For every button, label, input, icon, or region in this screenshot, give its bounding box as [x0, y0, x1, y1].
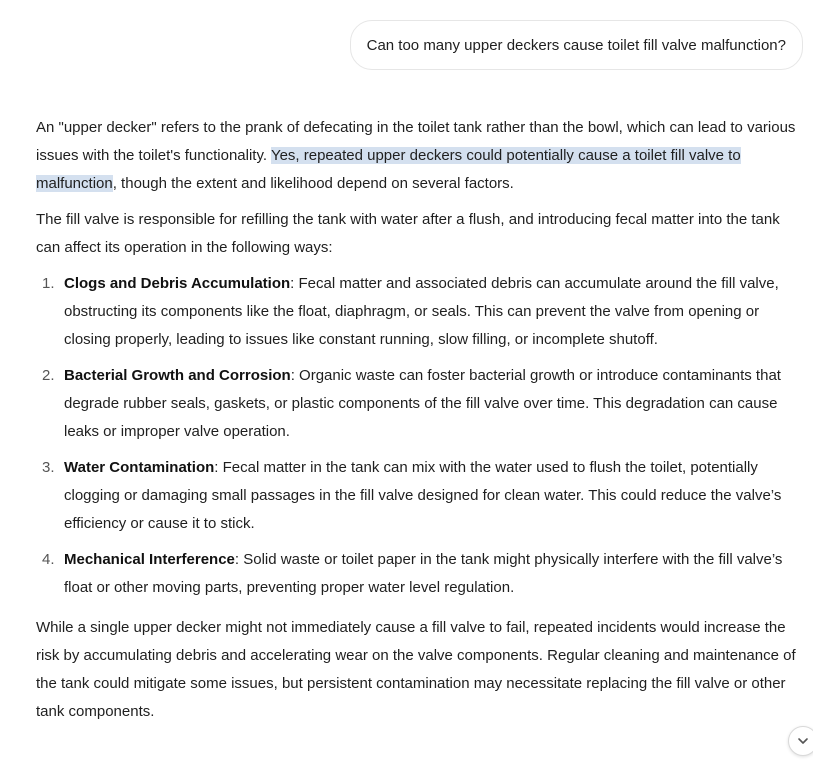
- user-message-text: Can too many upper deckers cause toilet fill valve malfunction?: [366, 36, 786, 54]
- list-item: [36, 454, 806, 538]
- list-item-text: : Organic waste can foster bacterial growth or introduce contaminants that degrade rubber seals, gaskets, or plastic components of the fill valve over time. This degradation can cause leaks or improper valve operation.: [64, 367, 781, 440]
- list-item-number: 4.: [42, 551, 55, 568]
- intro-text-end: , though the extent and likelihood depend on several factors.: [112, 175, 514, 192]
- list-item-text: : Solid waste or toilet paper in the tank might physically interfere with the fill valve’s float or other moving parts, preventing proper water level regulation.: [64, 551, 783, 596]
- list-item-number: 3.: [42, 459, 55, 476]
- causes-list: [36, 270, 806, 602]
- list-item-text: : Fecal matter and associated debris can accumulate around the fill valve, obstructing its components like the float, diaphragm, or seals. This can prevent the valve from opening or closing properly, leading to issues like constant running, slow filling, or incomplete shutoff.: [64, 275, 779, 348]
- lead-paragraph: The fill valve is responsible for refilling the tank with water after a flush, and introducing fecal matter into the tank can affect its operation in the following ways:: [36, 211, 780, 256]
- list-item-title: Water Contamination: [64, 459, 215, 476]
- intro-text: An "upper decker" refers to the prank of defecating in the toilet tank rather than the bowl, which can lead to various issues with the toilet's functionality.: [36, 119, 796, 164]
- list-item-title: Clogs and Debris Accumulation: [64, 275, 291, 292]
- list-item-title: Mechanical Interference: [64, 551, 235, 568]
- chevron-down-icon: [796, 734, 810, 748]
- user-message-bubble: [350, 20, 803, 70]
- list-item-number: 1.: [42, 275, 55, 292]
- list-item-title: Bacterial Growth and Corrosion: [64, 367, 291, 384]
- highlighted-text: Yes, repeated upper deckers could potentially cause a toilet fill valve to malfunction: [36, 147, 741, 192]
- assistant-response: [36, 114, 806, 734]
- list-item-number: 2.: [42, 367, 55, 384]
- intro-paragraph: [36, 114, 806, 198]
- list-item: [36, 546, 806, 602]
- list-item: [36, 362, 806, 446]
- scroll-to-bottom-button[interactable]: [788, 726, 813, 756]
- list-item: [36, 270, 806, 354]
- list-item-text: : Fecal matter in the tank can mix with the water used to flush the toilet, potentially clogging or damaging small passages in the fill valve designed for clean water. This could reduce the valve’s efficiency or cause it to stick.: [64, 459, 782, 532]
- conclusion-paragraph: While a single upper decker might not immediately cause a fill valve to fail, repeated incidents would increase the risk by accumulating debris and accelerating wear on the valve components. Regular cleaning and maintenance of the tank could mitigate some issues, but persistent contamination may necessitate replacing the fill valve or other tank components.: [36, 619, 796, 720]
